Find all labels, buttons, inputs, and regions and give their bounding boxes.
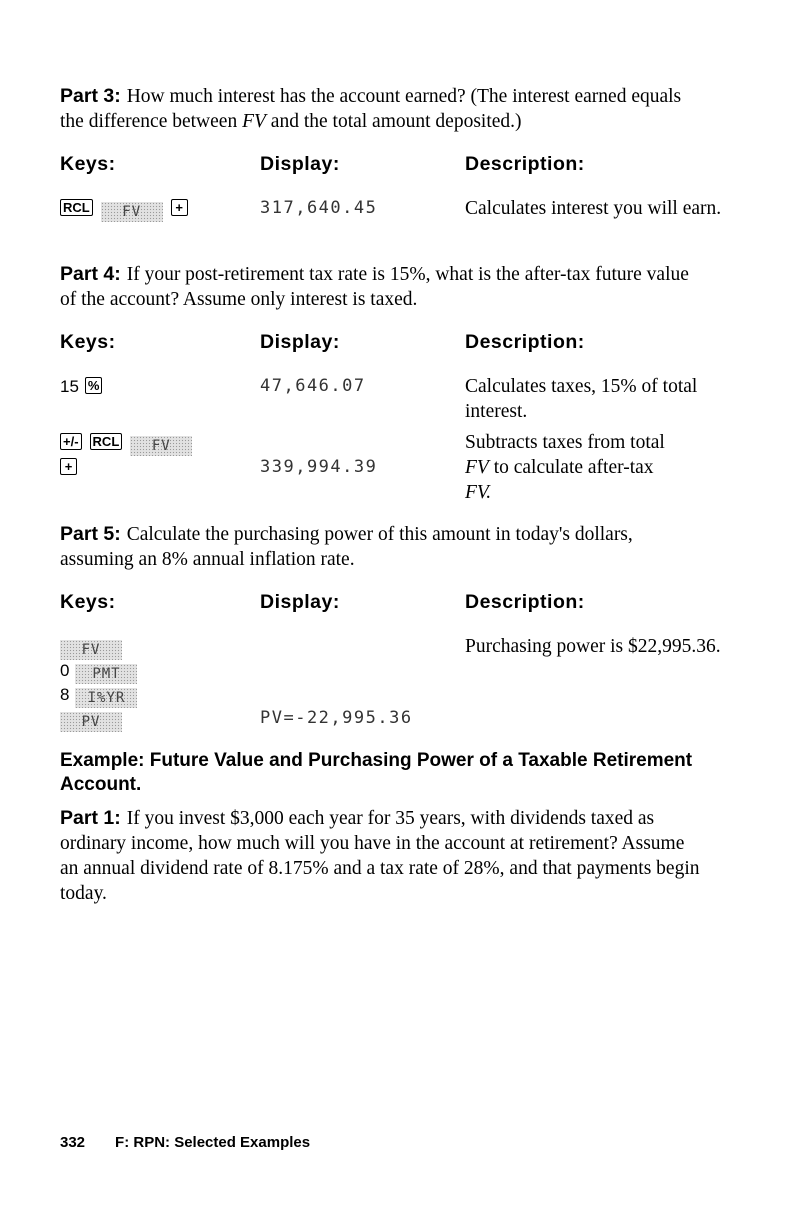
change-sign-key: +/-: [60, 433, 82, 450]
keys-cell: [60, 374, 110, 399]
part4-row-1: [60, 374, 740, 422]
display-header: Display:: [260, 153, 340, 175]
pv-softkey: PV: [60, 712, 122, 732]
description-header: Description:: [465, 331, 585, 353]
page-footer: [60, 1134, 310, 1151]
part1-paragraph: [60, 806, 700, 906]
description-line: to calculate after-tax: [488, 457, 654, 478]
description-line: Subtracts taxes from total: [465, 432, 665, 453]
fv-softkey: FV: [60, 640, 122, 660]
description-text: Purchasing power is $22,995.36.: [465, 636, 721, 657]
description-line: FV.: [465, 482, 492, 503]
part3-label: Part 3:: [60, 85, 121, 107]
example-title: Example: Future Value and Purchasing Power of a Taxable Retirement Account.: [60, 750, 693, 795]
description-header: Description:: [465, 591, 585, 613]
fv-softkey: FV: [101, 202, 163, 222]
display-header: Display:: [260, 331, 340, 353]
part5-row-2: [60, 658, 740, 683]
keys-cell: [60, 196, 196, 222]
pmt-softkey: PMT: [75, 664, 137, 684]
part5-row-4: [60, 706, 740, 731]
keys-header: Keys:: [60, 153, 116, 175]
keys-header: Keys:: [60, 591, 116, 613]
digit-entry: 0: [60, 661, 70, 680]
keys-cell: [60, 658, 145, 684]
part4-paragraph: [60, 262, 700, 312]
plus-key: +: [171, 199, 188, 216]
description-header: Description:: [465, 153, 585, 175]
display-value: 339,994.39: [260, 457, 378, 477]
part3-text-b: and the total amount deposited.): [265, 111, 522, 132]
description-text: Calculates taxes, 15% of total interest.: [465, 376, 698, 422]
i-yr-softkey: I%YR: [75, 688, 137, 708]
part3-paragraph: [60, 84, 700, 134]
part1-text: If you invest $3,000 each year for 35 years, with dividends taxed as ordinary income, how much will you have in the account at retirement? Assume an annual dividend rate of 8.175% and a tax rate of 28%, and that payments begin today.: [60, 808, 700, 904]
rcl-key: RCL: [60, 199, 93, 216]
part5-text: Calculate the purchasing power of this amount in today's dollars, assuming an 8% annual inflation rate.: [60, 524, 633, 570]
part3-row-1: [60, 196, 740, 221]
keys-cell: [60, 706, 130, 732]
part3-text-a: How much interest has the account earned? (The interest earned equals the difference between: [60, 86, 682, 132]
fv-softkey: FV: [130, 436, 192, 456]
part3-fv: FV: [242, 111, 266, 132]
keys-cell: [60, 430, 200, 456]
display-value: PV=-22,995.36: [260, 708, 413, 728]
part4-text: If your post-retirement tax rate is 15%, what is the after-tax future value of the account? Assume only interest is taxed.: [60, 264, 689, 310]
part1-label: Part 1:: [60, 807, 121, 829]
display-value: 47,646.07: [260, 376, 366, 396]
keys-header: Keys:: [60, 331, 116, 353]
digit-entry: 8: [60, 685, 70, 704]
description-text: [465, 430, 740, 505]
plus-key: +: [60, 458, 77, 475]
section-title: F: RPN: Selected Examples: [115, 1134, 311, 1151]
digit-entry: 15: [60, 377, 79, 396]
rcl-key: RCL: [90, 433, 123, 450]
part5-row-1: [60, 634, 740, 659]
page-number: 332: [60, 1134, 86, 1151]
part4-label: Part 4:: [60, 263, 121, 285]
description-fv: FV: [465, 457, 489, 478]
display-header: Display:: [260, 591, 340, 613]
keys-cell: [60, 682, 145, 708]
part5-row-3: [60, 682, 740, 707]
keys-cell: [60, 634, 130, 660]
display-value: 317,640.45: [260, 198, 378, 218]
part4-row-2: [60, 430, 740, 505]
part5-label: Part 5:: [60, 523, 121, 545]
keys-cell: [60, 455, 85, 480]
percent-key: %: [85, 377, 103, 394]
description-text: Calculates interest you will earn.: [465, 198, 722, 219]
part5-paragraph: [60, 522, 700, 572]
